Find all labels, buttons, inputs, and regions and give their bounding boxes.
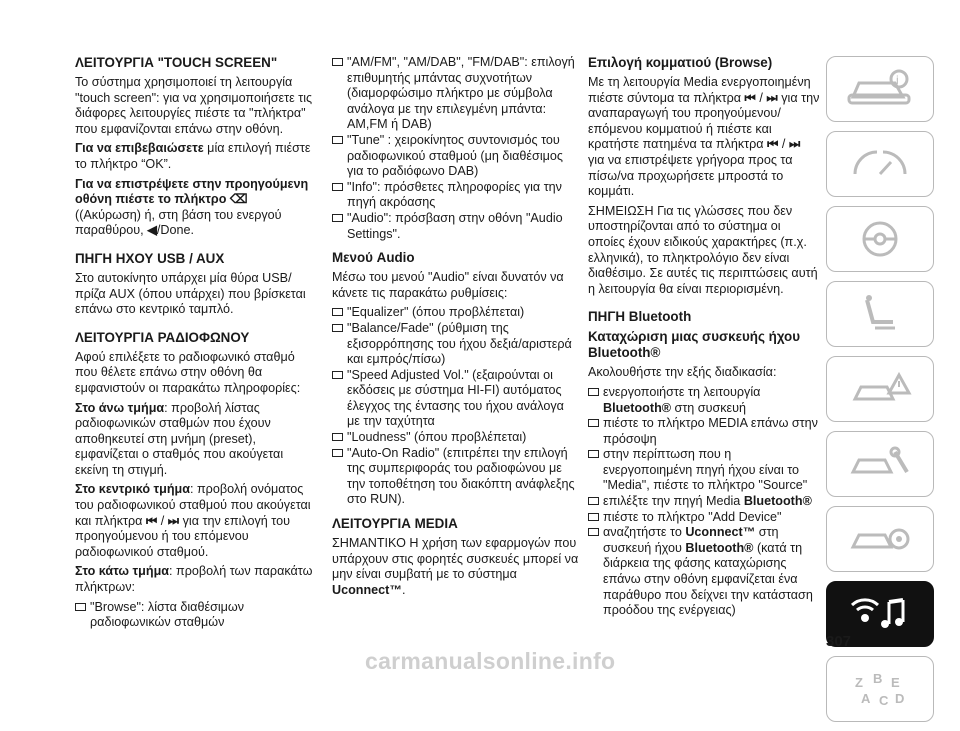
tab-steering[interactable]	[826, 206, 934, 272]
left-column	[75, 55, 315, 631]
paragraph: Για να επιστρέψετε στην προηγούμενη οθόνη πιέστε το πλήκτρο ⌫ ((Ακύρωση) ή, στη βάση του ενεργού παραθύρου, ◀/Done.	[75, 176, 309, 238]
middle-column	[332, 55, 580, 602]
seat-icon	[845, 292, 915, 336]
list-item: "Loudness" (όπου προβλέπεται)	[332, 430, 580, 446]
paragraph: Με τη λειτουργία Media ενεργοποιημένη πιέστε σύντομα τα πλήκτρα ⏮ / ⏭ για την αναπαραγωγή του προηγούμενου/επόμενου κομματιού ή πιέστε και κρατήστε πατημένα τα πλήκτρα ⏮ / ⏭ για να επιστρέψετε γρήγορα προς τα πίσω/να προχωρήσετε μπροστά το κομμάτι.	[588, 75, 820, 199]
right-column	[588, 55, 820, 619]
tab-dashboard[interactable]	[826, 131, 934, 197]
bullet-box-icon	[588, 450, 599, 458]
back-arrow-icon: ◀	[147, 223, 157, 238]
chapter-tabs	[826, 56, 936, 731]
note-paragraph: ΣΗΜΕΙΩΣΗ Για τις γλώσσες που δεν υποστηρίζονται από το σύστημα οι οποίες έχουν ειδικούς χαρακτήρες (π.χ. ελληνικά), το πληκτρολόγιο δεν είναι διαθέσιμο. Σε αυτές τις περιπτώσεις αυτή η λειτουργία θα είναι περιορισμένη.	[588, 203, 818, 296]
tab-seat[interactable]	[826, 281, 934, 347]
bullet-box-icon	[332, 308, 343, 316]
list-item: "Audio": πρόσβαση στην οθόνη "Audio Settings".	[332, 211, 580, 242]
bullet-box-icon	[332, 183, 343, 191]
bullet-box-icon	[75, 603, 86, 611]
dashboard-icon	[845, 142, 915, 186]
list-item: ενεργοποιήστε τη λειτουργία Bluetooth® στη συσκευή	[588, 385, 820, 416]
paragraph: Στο κάτω τμήμα: προβολή των παρακάτω πλήκτρων:	[75, 564, 313, 595]
section-heading: ΠΗΓΗ ΗΧΟΥ USB / AUX	[75, 250, 225, 266]
tab-maintenance[interactable]	[826, 431, 934, 497]
list-item: "Speed Adjusted Vol." (εξαιρούνται οι εκδόσεις με σύστημα HI-FI) αυτόματος έλεγχος της έντασης του ήχου ανάλογα με την ταχύτητα	[332, 368, 580, 430]
bullet-box-icon	[332, 214, 343, 222]
paragraph: ΣΗΜΑΝΤΙΚΟ Η χρήση των εφαρμογών που υπάρχουν στις φορητές συσκευές μπορεί να μην είναι συμβατή με το σύστημα Uconnect™.	[332, 536, 579, 597]
bullet-box-icon	[332, 136, 343, 144]
previous-track-icon: ⏮	[145, 513, 158, 528]
bullet-box-icon	[588, 388, 599, 396]
bullet-box-icon	[588, 497, 599, 505]
bullet-box-icon	[332, 371, 343, 379]
section-heading: Επιλογή κομματιού (Browse)	[588, 55, 773, 70]
warning-car-icon	[845, 367, 915, 411]
specs-icon	[845, 517, 915, 561]
list-item: πιέστε το πλήκτρο MEDIA επάνω στην πρόσοψη	[588, 416, 820, 447]
car-info-icon	[845, 67, 915, 111]
multimedia-icon	[845, 592, 915, 636]
previous-track-icon: ⏮	[767, 137, 779, 152]
list-item: στην περίπτωση που η ενεργοποιημένη πηγή ήχου είναι το "Media", πιέστε το πλήκτρο "Source"	[588, 447, 820, 494]
list-item: επιλέξτε την πηγή Media Bluetooth®	[588, 494, 820, 510]
bullet-box-icon	[332, 58, 343, 66]
list-item: "Balance/Fade" (ρύθμιση της εξισορρόπησης του ήχου δεξιά/αριστερά και εμπρός/πίσω)	[332, 321, 580, 368]
bullet-list	[332, 305, 580, 508]
list-item: "Browse": λίστα διαθέσιμων ραδιοφωνικών σταθμών	[75, 600, 315, 631]
list-item: πιέστε το πλήκτρο "Add Device"	[588, 510, 820, 526]
bullet-box-icon	[588, 419, 599, 427]
section-heading: Μενού Audio	[332, 250, 415, 266]
section-heading: ΠΗΓΗ Bluetooth	[588, 309, 692, 325]
list-item: αναζητήστε το Uconnect™ στη συσκευή ήχου Bluetooth® (κατά τη διάρκεια της φάσης καταχώρισης επάνω στην οθόνη εμφανίζεται ένα παράθυρο που δείχνει την κατάσταση προόδου της ενέργειας)	[588, 525, 820, 619]
paragraph: Μέσω του μενού "Audio" είναι δυνατόν να κάνετε τις παρακάτω ρυθμίσεις:	[332, 270, 564, 300]
backspace-icon: ⌫	[229, 192, 248, 207]
bullet-box-icon	[588, 528, 599, 536]
section-heading: ΛΕΙΤΟΥΡΓΙΑ MEDIA	[332, 516, 458, 532]
svg-text:B: B	[873, 671, 883, 686]
tab-warning[interactable]	[826, 356, 934, 422]
paragraph: Το σύστημα χρησιμοποιεί τη λειτουργία "touch screen": για να χρησιμοποιήσετε τις διάφορες λειτουργίες πιέστε τα "πλήκτρα" που εμφανίζονται επάνω στην οθόνη.	[75, 75, 313, 136]
bullet-box-icon	[332, 433, 343, 441]
svg-text:C: C	[879, 693, 889, 708]
previous-track-icon: ⏮	[744, 90, 756, 105]
list-item: "Auto-On Radio" (επιτρέπει την επιλογή της συμπεριφοράς του ραδιοφώνου με την τοποθέτηση του διακόπτη ανάφλεξης στο RUN).	[332, 446, 580, 508]
next-track-icon: ⏭	[788, 137, 801, 152]
bullet-list	[332, 55, 580, 242]
index-icon	[845, 667, 915, 711]
next-track-icon: ⏭	[167, 513, 180, 528]
bullet-box-icon	[332, 324, 343, 332]
paragraph: Ακολουθήστε την εξής διαδικασία:	[588, 365, 777, 380]
svg-text:D: D	[895, 691, 905, 706]
next-track-icon: ⏭	[766, 90, 778, 105]
paragraph: Για να επιβεβαιώσετε μία επιλογή πιέστε το πλήκτρο “OK”.	[75, 141, 311, 171]
svg-text:E: E	[891, 675, 900, 690]
tab-specs[interactable]	[826, 506, 934, 572]
tab-car-info[interactable]	[826, 56, 934, 122]
svg-text:Z: Z	[855, 675, 863, 690]
bullet-box-icon	[332, 449, 343, 457]
section-heading: ΛΕΙΤΟΥΡΓΙΑ ΡΑΔΙΟΦΩΝΟΥ	[75, 329, 250, 345]
section-heading: ΛΕΙΤΟΥΡΓΙΑ "TOUCH SCREEN"	[75, 55, 278, 70]
tab-index[interactable]	[826, 656, 934, 722]
svg-text:i: i	[896, 73, 899, 87]
page-number: 307	[826, 633, 852, 650]
svg-text:A: A	[861, 691, 871, 706]
list-item: "Info": πρόσθετες πληροφορίες για την πηγή ακρόασης	[332, 180, 580, 211]
subsection-heading: Καταχώριση μιας συσκευής ήχου Bluetooth®	[588, 329, 801, 361]
wrench-icon	[845, 442, 915, 486]
steering-wheel-icon	[845, 217, 915, 261]
list-item: "Equalizer" (όπου προβλέπεται)	[332, 305, 580, 321]
paragraph: Στο άνω τμήμα: προβολή λίστας ραδιοφωνικών σταθμών που έχουν αποθηκευτεί στη μνήμη (preset), εμφανίζεται ο σταθμός που ακούγεται εκείνη τη στιγμή.	[75, 400, 284, 477]
bullet-box-icon	[588, 513, 599, 521]
list-item: "Tune" : χειροκίνητος συντονισμός του ραδιοφωνικού σταθμού (μη διαθέσιμος για το ραδιόφωνο DAB)	[332, 133, 580, 180]
paragraph: Στο αυτοκίνητο υπάρχει μία θύρα USB/πρίζα AUX (όπου υπάρχει) που βρίσκεται επάνω στο κεντρικό ταμπλό.	[75, 270, 306, 317]
paragraph: Στο κεντρικό τμήμα: προβολή ονόματος του ραδιοφωνικού σταθμού που ακούγεται και πλήκτρα ⏮ / ⏭ για την επιλογή του προηγούμενου ή του επόμενου ραδιοφωνικού σταθμού.	[75, 482, 311, 559]
watermark: carmanualsonline.info	[365, 648, 616, 674]
list-item: "AM/FM", "AM/DAB", "FM/DAB": επιλογή επιθυμητής μπάντας συχνοτήτων (διαμορφώσιμο πλήκτρο με σύμβολα ανάλογα με την επιλεγμένη μπάντα: AM,FM ή DAB)	[332, 55, 580, 133]
paragraph: Αφού επιλέξετε το ραδιοφωνικό σταθμό που θέλετε επάνω στην οθόνη θα εμφανιστούν οι παρακάτω πληροφορίες:	[75, 349, 301, 395]
